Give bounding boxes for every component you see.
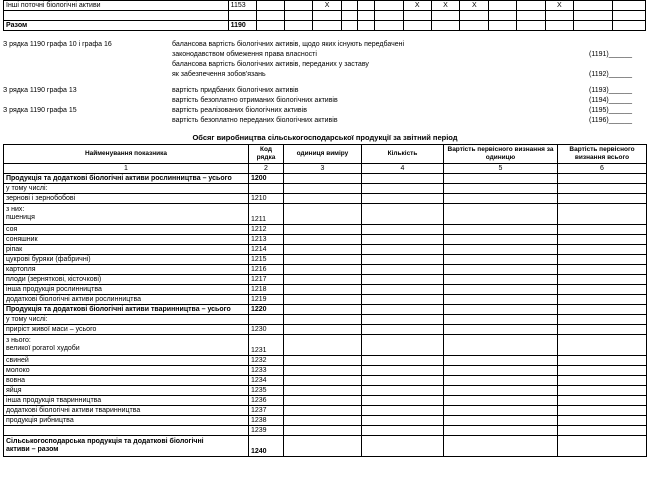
table-cell: Х xyxy=(431,1,460,11)
table-cell xyxy=(284,366,362,376)
table-cell xyxy=(285,21,313,31)
table-cell xyxy=(558,416,647,426)
table-cell xyxy=(284,285,362,295)
table-cell xyxy=(313,21,342,31)
indicator-name: зернові і зернобобові xyxy=(4,194,249,204)
indicator-name: плоди (зерняткові, кісточкові) xyxy=(4,275,249,285)
table-cell xyxy=(558,426,647,436)
table-cell xyxy=(558,376,647,386)
row-code: 1214 xyxy=(249,245,284,255)
table-cell xyxy=(284,315,362,325)
table-row xyxy=(4,416,647,426)
indicator-name-line2: активи – разом xyxy=(6,446,59,453)
col-number: 4 xyxy=(362,164,444,174)
table-cell xyxy=(284,406,362,416)
row-code: 1213 xyxy=(249,235,284,245)
row-code: 1240 xyxy=(249,436,284,457)
row-code: 1200 xyxy=(249,174,284,184)
table-row xyxy=(4,184,647,194)
table-cell xyxy=(558,275,647,285)
table-cell xyxy=(284,225,362,235)
indicator-name: свиней xyxy=(4,356,249,366)
table-cell xyxy=(444,436,558,457)
row-code: 1219 xyxy=(249,295,284,305)
table-cell xyxy=(257,1,285,11)
col-header-name: Найменування показника xyxy=(4,145,249,164)
table-row xyxy=(4,305,647,315)
table-cell xyxy=(517,11,546,21)
table-row xyxy=(4,406,647,416)
indicator-name xyxy=(4,335,249,356)
table-cell xyxy=(284,396,362,406)
note-row xyxy=(3,116,646,126)
table-cell xyxy=(612,11,645,21)
table-cell: Х xyxy=(460,1,489,11)
row-code xyxy=(228,11,257,21)
total-row xyxy=(4,21,646,31)
row-code: 1218 xyxy=(249,285,284,295)
table-cell xyxy=(558,204,647,225)
table-cell xyxy=(257,21,285,31)
table-cell xyxy=(284,174,362,184)
indicator-name xyxy=(4,204,249,225)
indicator-name: молоко xyxy=(4,366,249,376)
table-row xyxy=(4,325,647,335)
note-text: вартість безоплатно переданих біологічних активів xyxy=(172,117,338,124)
table-cell xyxy=(341,11,357,21)
table-cell xyxy=(362,325,444,335)
indicator-name: картопля xyxy=(4,265,249,275)
indicator-name: додаткові біологічні активи рослинництва xyxy=(4,295,249,305)
table-cell xyxy=(558,225,647,235)
table-cell xyxy=(545,21,573,31)
row-code: 1239 xyxy=(249,426,284,436)
table-row xyxy=(4,255,647,265)
table-cell xyxy=(444,174,558,184)
table-cell: Х xyxy=(313,1,342,11)
note-code: (1194)______ xyxy=(589,97,633,104)
indicator-name-line2: пшениця xyxy=(6,214,35,221)
column-number-row xyxy=(4,164,647,174)
table-cell xyxy=(558,285,647,295)
table-row xyxy=(4,335,647,356)
note-row xyxy=(3,60,646,70)
table-cell xyxy=(358,21,374,31)
indicator-name: Продукція та додаткові біологічні активи тваринництва – усього xyxy=(4,305,249,315)
table-cell xyxy=(362,285,444,295)
table-cell: Х xyxy=(403,1,431,11)
indicator-name: ріпак xyxy=(4,245,249,255)
indicator-name-line1: з них: xyxy=(6,206,25,213)
table-cell xyxy=(444,335,558,356)
table-cell xyxy=(444,295,558,305)
table-cell xyxy=(284,436,362,457)
indicator-name: приріст живої маси – усього xyxy=(4,325,249,335)
table-cell xyxy=(444,265,558,275)
table-cell xyxy=(444,235,558,245)
table-row xyxy=(4,275,647,285)
table-cell xyxy=(362,295,444,305)
table-cell xyxy=(444,285,558,295)
table-cell xyxy=(444,305,558,315)
table-cell xyxy=(362,265,444,275)
note-text: балансова вартість біологічних активів, переданих у заставу xyxy=(172,61,369,68)
table-cell xyxy=(444,204,558,225)
indicator-name: цукрові буряки (фабричні) xyxy=(4,255,249,265)
table-cell xyxy=(444,315,558,325)
note-code: (1196)______ xyxy=(589,117,633,124)
table-cell xyxy=(558,174,647,184)
table-cell xyxy=(489,1,517,11)
table-cell xyxy=(284,295,362,305)
table-cell xyxy=(558,184,647,194)
table-cell xyxy=(444,245,558,255)
row-code: 1231 xyxy=(249,335,284,356)
table-cell xyxy=(362,225,444,235)
indicator-name: соя xyxy=(4,225,249,235)
table-cell xyxy=(558,325,647,335)
table-row xyxy=(4,265,647,275)
row-code xyxy=(249,184,284,194)
biological-assets-table xyxy=(3,0,646,31)
row-code: 1190 xyxy=(228,21,257,31)
table-cell xyxy=(362,194,444,204)
table-cell xyxy=(362,376,444,386)
table-cell xyxy=(444,406,558,416)
table-cell xyxy=(489,11,517,21)
table-row xyxy=(4,235,647,245)
table-cell xyxy=(362,305,444,315)
row-code: 1220 xyxy=(249,305,284,315)
table-cell xyxy=(431,11,460,21)
row-label xyxy=(4,11,229,21)
table-cell xyxy=(284,386,362,396)
col-number: 3 xyxy=(284,164,362,174)
col-number: 1 xyxy=(4,164,249,174)
table-cell xyxy=(374,11,403,21)
table-cell xyxy=(374,1,403,11)
table-cell xyxy=(374,21,403,31)
col-header-unit-cost: Вартість первісного визнання за одиницю xyxy=(444,145,558,164)
note-text: як забезпечення зобов'язань xyxy=(172,71,266,78)
row-label: Разом xyxy=(4,21,229,31)
table-cell xyxy=(362,366,444,376)
table-cell xyxy=(362,174,444,184)
table-cell xyxy=(573,11,612,21)
table-cell xyxy=(460,11,489,21)
note-row xyxy=(3,96,646,106)
table-cell xyxy=(517,1,546,11)
table-row xyxy=(4,285,647,295)
table-cell xyxy=(444,366,558,376)
table-cell xyxy=(444,325,558,335)
table-cell xyxy=(284,235,362,245)
table-row xyxy=(4,11,646,21)
table-cell xyxy=(362,204,444,225)
table-cell xyxy=(444,426,558,436)
table-cell xyxy=(362,245,444,255)
table-cell xyxy=(573,1,612,11)
note-code: (1195)______ xyxy=(589,107,633,114)
table-cell xyxy=(444,356,558,366)
table-cell xyxy=(444,376,558,386)
table-row xyxy=(4,426,647,436)
table-cell xyxy=(358,1,374,11)
table-cell xyxy=(358,11,374,21)
table-cell xyxy=(460,21,489,31)
row-code: 1210 xyxy=(249,194,284,204)
table-cell xyxy=(362,315,444,325)
row-code: 1216 xyxy=(249,265,284,275)
table-cell xyxy=(558,315,647,325)
row-code: 1233 xyxy=(249,366,284,376)
table-row xyxy=(4,174,647,184)
indicator-name: яйця xyxy=(4,386,249,396)
table-row xyxy=(4,194,647,204)
table-cell xyxy=(284,356,362,366)
table-cell xyxy=(558,406,647,416)
table-cell xyxy=(284,426,362,436)
note-source: З рядка 1190 графа 13 xyxy=(3,87,77,94)
table-cell xyxy=(444,184,558,194)
col-number: 2 xyxy=(249,164,284,174)
col-header-unit: одиниця виміру xyxy=(284,145,362,164)
table-cell xyxy=(444,416,558,426)
indicator-name-line1: Сільськогосподарська продукція та додаткові біологічні xyxy=(6,438,204,445)
indicator-name-line2: великої рогатої худоби xyxy=(6,345,80,352)
table-cell xyxy=(431,21,460,31)
table-cell xyxy=(341,1,357,11)
table-cell xyxy=(313,11,342,21)
table-cell xyxy=(558,305,647,315)
table-row xyxy=(4,204,647,225)
table-cell xyxy=(362,255,444,265)
row-code: 1215 xyxy=(249,255,284,265)
header-row xyxy=(4,145,647,164)
table-row xyxy=(4,315,647,325)
note-row xyxy=(3,86,646,96)
table-cell xyxy=(362,386,444,396)
table-cell xyxy=(517,21,546,31)
note-text: вартість реалізованих біологічних активів xyxy=(172,107,307,114)
table-cell xyxy=(284,325,362,335)
table-row xyxy=(4,386,647,396)
table-cell xyxy=(489,21,517,31)
table-row xyxy=(4,366,647,376)
table-cell xyxy=(284,305,362,315)
table-cell xyxy=(403,21,431,31)
row-label: Інші поточні біологічні активи xyxy=(4,1,229,11)
row-code: 1234 xyxy=(249,376,284,386)
note-text: вартість безоплатно отриманих біологічних активів xyxy=(172,97,338,104)
table-cell xyxy=(558,194,647,204)
table-cell xyxy=(545,11,573,21)
table-cell xyxy=(285,1,313,11)
note-source: З рядка 1190 графа 15 xyxy=(3,107,77,114)
indicator-name-line1: з нього: xyxy=(6,337,31,344)
table-cell xyxy=(284,275,362,285)
row-code: 1212 xyxy=(249,225,284,235)
table-cell xyxy=(558,235,647,245)
table-cell xyxy=(444,386,558,396)
table-cell xyxy=(573,21,612,31)
table-cell xyxy=(257,11,285,21)
table-cell xyxy=(284,204,362,225)
row-code: 1230 xyxy=(249,325,284,335)
indicator-name: вовна xyxy=(4,376,249,386)
table-cell xyxy=(362,416,444,426)
note-source: З рядка 1190 графа 10 і графа 16 xyxy=(3,41,112,48)
table-row xyxy=(4,295,647,305)
table-cell xyxy=(558,255,647,265)
row-code: 1217 xyxy=(249,275,284,285)
note-code: (1193)______ xyxy=(589,87,633,94)
col-number: 5 xyxy=(444,164,558,174)
note-row xyxy=(3,40,646,50)
table-row xyxy=(4,1,646,11)
table-cell xyxy=(612,1,645,11)
table-row xyxy=(4,225,647,235)
note-row xyxy=(3,50,646,60)
table-cell xyxy=(444,194,558,204)
note-row xyxy=(3,106,646,116)
table-cell xyxy=(558,295,647,305)
table-cell xyxy=(444,396,558,406)
table-cell xyxy=(444,225,558,235)
row-code: 1237 xyxy=(249,406,284,416)
table-cell xyxy=(284,416,362,426)
table-cell xyxy=(558,245,647,255)
table-cell xyxy=(558,396,647,406)
table-cell xyxy=(558,366,647,376)
table-cell xyxy=(403,11,431,21)
table-cell xyxy=(284,255,362,265)
indicator-name: Продукція та додаткові біологічні активи рослинництва – усього xyxy=(4,174,249,184)
table-cell xyxy=(558,436,647,457)
row-code: 1236 xyxy=(249,396,284,406)
table-cell xyxy=(362,436,444,457)
table-cell xyxy=(284,376,362,386)
table-cell xyxy=(284,184,362,194)
row-code xyxy=(249,315,284,325)
row-code: 1238 xyxy=(249,416,284,426)
table-cell xyxy=(444,255,558,265)
table-cell xyxy=(341,21,357,31)
table-cell xyxy=(444,275,558,285)
note-row xyxy=(3,70,646,80)
table-cell xyxy=(558,356,647,366)
note-text: вартість придбаних біологічних активів xyxy=(172,87,299,94)
indicator-name: інша продукція тваринництва xyxy=(4,396,249,406)
indicator-name: у тому числі: xyxy=(4,184,249,194)
section-title: Обсяг виробництва сільськогосподарської продукції за звітний період xyxy=(192,133,458,142)
note-text: законодавством обмеження права власності xyxy=(172,51,317,58)
table-row xyxy=(4,245,647,255)
note-text: балансова вартість біологічних активів, щодо яких існують передбачені xyxy=(172,41,405,48)
table-cell xyxy=(284,245,362,255)
table-cell xyxy=(362,396,444,406)
indicator-name: соняшник xyxy=(4,235,249,245)
row-code: 1211 xyxy=(249,204,284,225)
indicator-name: інша продукція рослинництва xyxy=(4,285,249,295)
col-header-quantity: Кількість xyxy=(362,145,444,164)
table-row xyxy=(4,436,647,457)
table-cell xyxy=(362,426,444,436)
table-row xyxy=(4,356,647,366)
col-header-total-cost: Вартість первісного визнання всього xyxy=(558,145,647,164)
table-cell xyxy=(284,335,362,356)
table-cell xyxy=(362,184,444,194)
col-header-code: Код рядка xyxy=(249,145,284,164)
table-cell xyxy=(284,265,362,275)
indicator-name: продукція рибництва xyxy=(4,416,249,426)
table-cell xyxy=(558,265,647,275)
row-code: 1153 xyxy=(228,1,257,11)
note-code: (1192)______ xyxy=(589,71,633,78)
indicator-name xyxy=(4,436,249,457)
table-row xyxy=(4,396,647,406)
row-code: 1235 xyxy=(249,386,284,396)
table-cell xyxy=(362,406,444,416)
note-code: (1191)______ xyxy=(589,51,633,58)
table-cell: Х xyxy=(545,1,573,11)
table-cell xyxy=(612,21,645,31)
table-cell xyxy=(362,235,444,245)
table-cell xyxy=(558,335,647,356)
col-number: 6 xyxy=(558,164,647,174)
table-cell xyxy=(362,335,444,356)
table-cell xyxy=(285,11,313,21)
table-cell xyxy=(284,194,362,204)
production-table xyxy=(3,144,647,457)
table-row xyxy=(4,376,647,386)
table-cell xyxy=(558,386,647,396)
table-cell xyxy=(362,275,444,285)
row-code: 1232 xyxy=(249,356,284,366)
indicator-name: у тому числі: xyxy=(4,315,249,325)
indicator-name xyxy=(4,426,249,436)
table-cell xyxy=(362,356,444,366)
indicator-name: додаткові біологічні активи тваринництва xyxy=(4,406,249,416)
